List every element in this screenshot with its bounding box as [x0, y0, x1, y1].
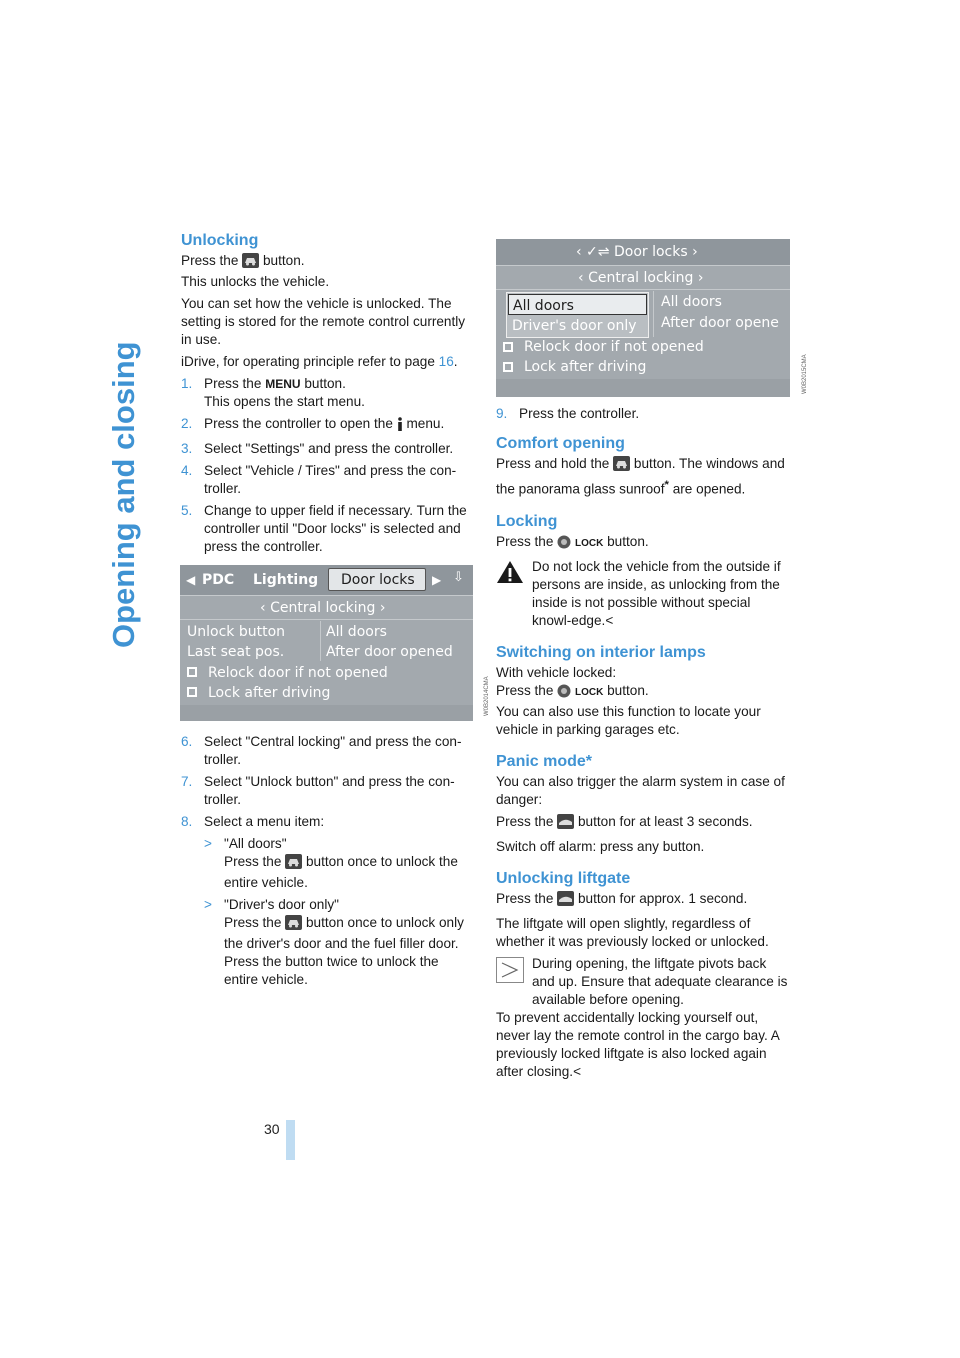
- right-arrow-icon: ▶: [432, 573, 442, 587]
- liftgate-heading: Unlocking liftgate: [496, 869, 631, 887]
- note-icon: [496, 957, 524, 988]
- checkbox: [187, 687, 197, 697]
- lock-after-driving-label: Lock after driving: [524, 359, 647, 375]
- setting-text: You can set how the vehicle is unlocked. The setting is stored for the remote control currently in use.: [181, 296, 466, 347]
- image-code-1: W0B2014CMA: [484, 676, 490, 716]
- step-5: 5. Change to upper field if necessary. Turn the controller until "Door locks" is selected and press the controller.: [181, 503, 467, 554]
- checkbox: [503, 342, 513, 352]
- left-column-continued: [181, 733, 475, 993]
- car-unlock-icon: [285, 854, 302, 874]
- tab-door-locks: Door locks: [328, 568, 426, 591]
- settings-icon: ⇩: [453, 570, 464, 585]
- after-door-value: After door opene: [661, 315, 779, 331]
- door-locks-title: ‹ ✓⇌ Door locks ›: [576, 244, 698, 260]
- steps-list-3: [496, 405, 791, 423]
- car-unlock-icon: [613, 456, 630, 476]
- interior-line1: With vehicle locked:: [496, 664, 617, 680]
- option-all-doors: > "All doors" Press the button once to unlock the entire vehicle.: [204, 836, 458, 890]
- liftgate-icon: [557, 891, 574, 911]
- car-unlock-icon: [242, 253, 259, 273]
- interior-line3: You can also use this function to locate your vehicle in parking garages etc.: [496, 703, 761, 737]
- unlocks-text: This unlocks the vehicle.: [181, 274, 330, 289]
- row-unlock-button: [180, 621, 473, 641]
- info-icon: [397, 417, 403, 436]
- step-1: 1. Press the MENU button. This opens the start menu.: [181, 376, 365, 409]
- page-link[interactable]: 16: [438, 354, 454, 369]
- warning-icon: [496, 560, 524, 589]
- menu-button-label: MENU: [265, 377, 301, 391]
- panic-heading: Panic mode*: [496, 752, 593, 770]
- liftgate-text2: The liftgate will open slightly, regardless of whether it was previously locked or unlocked.: [496, 915, 769, 949]
- unlocking-heading: Unlocking: [181, 232, 259, 249]
- locking-text: Press the LOCK button.: [496, 533, 791, 554]
- screen-footer: [180, 705, 473, 721]
- steps-list-2: [181, 733, 475, 831]
- all-doors-value: All doors: [326, 624, 387, 640]
- idrive-screen-central-locking: [496, 239, 790, 397]
- checkbox: [503, 362, 513, 372]
- screen-footer: [496, 379, 790, 397]
- option-drivers-door[interactable]: Driver's door only: [512, 318, 637, 334]
- car-unlock-icon: [285, 915, 302, 935]
- checkbox: [187, 667, 197, 677]
- unlock-button-label: Unlock button: [187, 624, 286, 640]
- idrive-text: iDrive, for operating principle refer to page 16.: [181, 354, 458, 369]
- popup-options: [506, 292, 649, 338]
- comfort-heading: Comfort opening: [496, 435, 625, 452]
- divider-vertical: [320, 621, 321, 661]
- panic-text3: Switch off alarm: press any button.: [496, 838, 705, 854]
- step-7: 7. Select "Unlock button" and press the con-troller.: [181, 774, 455, 807]
- unlock-press-line: Press the button.: [181, 252, 475, 273]
- page-bar: [286, 1120, 295, 1160]
- title-row: [496, 239, 790, 265]
- step-4: 4. Select "Vehicle / Tires" and press the con-troller.: [181, 463, 457, 496]
- relock-label: Relock door if not opened: [208, 665, 388, 681]
- divider-vertical: [653, 291, 654, 337]
- all-doors-value: All doors: [661, 294, 722, 310]
- divider: [496, 289, 790, 290]
- step-3: 3. Select "Settings" and press the controller.: [181, 441, 454, 456]
- step-9: 9. Press the controller.: [496, 406, 640, 421]
- panic-text1: You can also trigger the alarm system in case of danger:: [496, 773, 785, 807]
- image-code-2: W0B2015CMA: [802, 354, 808, 394]
- tab-pdc: PDC: [202, 572, 235, 588]
- tab-bar: [180, 565, 473, 595]
- left-arrow-icon: ◀: [186, 573, 196, 587]
- step-2: 2. Press the controller to open the menu.: [181, 415, 475, 436]
- step-8: 8. Select a menu item:: [181, 814, 325, 829]
- comfort-text: Press and hold the button. The windows and the panorama glass sunroof* are opened.: [496, 456, 785, 497]
- page-number: 30: [264, 1121, 280, 1137]
- interior-heading: Switching on interior lamps: [496, 643, 706, 661]
- chapter-title: Opening and closing: [106, 341, 141, 648]
- lock-after-driving-label: Lock after driving: [208, 685, 331, 701]
- central-locking-label: ‹ Central locking ›: [260, 600, 386, 616]
- panic-press: Press the button for at least 3 seconds.: [496, 813, 791, 834]
- subtitle-row: [180, 595, 473, 619]
- locking-heading: Locking: [496, 512, 558, 530]
- last-seat-label: Last seat pos.: [187, 644, 285, 660]
- lock-button-icon: [557, 535, 571, 554]
- check-lock-driving: [496, 357, 790, 377]
- option-all-doors[interactable]: All doors: [508, 294, 647, 315]
- right-column: [496, 405, 791, 1085]
- liftgate-icon: [557, 814, 574, 834]
- check-relock: [496, 337, 790, 357]
- after-door-opened-value: After door opened: [326, 644, 453, 660]
- menu-options-list: [204, 835, 475, 989]
- row-last-seat: [180, 641, 473, 661]
- lock-button-icon: [557, 684, 571, 703]
- interior-press: Press the LOCK button.: [496, 682, 791, 703]
- warning-note: Do not lock the vehicle from the outside if persons are inside, as unlocking from the inside is not possible without special knowl-edge.<: [496, 558, 791, 630]
- liftgate-press: Press the button for approx. 1 second.: [496, 890, 791, 911]
- tab-lighting: Lighting: [253, 572, 319, 588]
- option-drivers-door: > "Driver's door only" Press the button once to unlock only the driver's door and the fuel filler door. Press the button twice to unlock the entire vehicle.: [204, 897, 464, 987]
- idrive-screen-door-locks: [180, 565, 473, 721]
- check-lock-driving: [180, 682, 473, 702]
- steps-list-1: [181, 375, 475, 556]
- central-locking-label: ‹ Central locking ›: [578, 270, 704, 286]
- liftgate-note: During opening, the liftgate pivots back and up. Ensure that adequate clearance is available before opening.: [496, 955, 791, 1009]
- liftgate-note2: To prevent accidentally locking yourself out, never lay the remote control in the cargo bay. A previously locked liftgate is also locked again after closing.<: [496, 1009, 780, 1079]
- left-column: [181, 230, 475, 560]
- step-6: 6. Select "Central locking" and press the con-troller.: [181, 734, 462, 767]
- divider: [180, 619, 473, 620]
- relock-label: Relock door if not opened: [524, 339, 704, 355]
- subtitle-row: [496, 265, 790, 289]
- check-relock: [180, 662, 473, 682]
- side-title: [102, 228, 154, 648]
